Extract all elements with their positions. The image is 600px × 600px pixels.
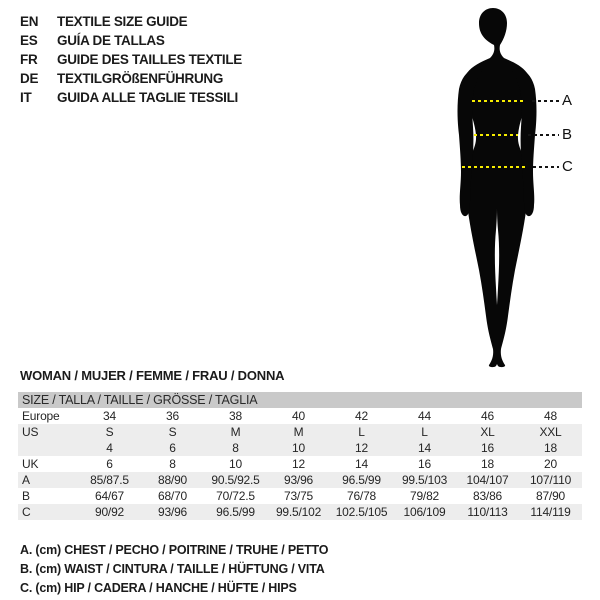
row-label: C	[22, 505, 31, 519]
legend-hip: C. (cm) HIP / CADERA / HANCHE / HÜFTE / HIPS	[20, 581, 297, 595]
measurement-legend	[20, 541, 328, 598]
section-title: WOMAN / MUJER / FEMME / FRAU / DONNA	[20, 368, 285, 383]
size-cell: 87/90	[535, 489, 566, 503]
size-cell: 64/67	[94, 489, 125, 503]
legend-chest: A. (cm) CHEST / PECHO / POITRINE / TRUHE / PETTO	[20, 543, 329, 557]
size-cell: 96.5/99	[216, 505, 255, 519]
language-row-es	[20, 31, 242, 50]
language-row-de	[20, 69, 242, 88]
size-cell: 83/86	[472, 489, 503, 503]
size-cell: 44	[418, 409, 431, 423]
size-cell: 6	[106, 457, 113, 471]
size-cell: 88/90	[157, 473, 188, 487]
table-row-us	[18, 424, 582, 440]
size-cell: 8	[232, 441, 239, 455]
size-cell: 76/78	[346, 489, 377, 503]
size-cell: 16	[418, 457, 431, 471]
body-shape	[464, 8, 530, 367]
size-cell: 34	[103, 409, 116, 423]
size-cell: M	[230, 425, 241, 439]
size-cell: 99.5/103	[401, 473, 448, 487]
language-title: GUIDA ALLE TAGLIE TESSILI	[57, 90, 238, 105]
size-cell: 104/107	[466, 473, 509, 487]
size-cell: 18	[481, 457, 494, 471]
language-code: DE	[20, 71, 39, 86]
size-cell: M	[293, 425, 304, 439]
size-cell: 40	[292, 409, 305, 423]
size-table	[18, 392, 582, 520]
language-title: GUIDE DES TAILLES TEXTILE	[57, 52, 243, 67]
size-cell: 6	[169, 441, 176, 455]
size-cell: 12	[355, 441, 368, 455]
language-code: EN	[20, 14, 39, 29]
waist-measure-line	[474, 134, 518, 136]
size-cell: 90/92	[94, 505, 125, 519]
table-row-us-numeric	[18, 440, 582, 456]
hip-leader-line	[533, 166, 559, 168]
size-cell: 38	[229, 409, 242, 423]
size-cell: 85/87.5	[90, 473, 129, 487]
size-cell: 114/119	[530, 505, 571, 519]
size-cell: L	[358, 425, 365, 439]
size-cell: S	[168, 425, 177, 439]
size-cell: 79/82	[409, 489, 440, 503]
size-cell: 102.5/105	[335, 505, 388, 519]
hip-measure-line	[462, 166, 527, 168]
size-cell: 36	[166, 409, 179, 423]
language-code: FR	[20, 52, 38, 67]
table-header-row	[18, 392, 582, 408]
language-row-fr	[20, 50, 242, 69]
size-cell: 93/96	[283, 473, 314, 487]
language-title: TEXTILE SIZE GUIDE	[57, 14, 188, 29]
size-cell: 14	[355, 457, 368, 471]
size-cell: 12	[292, 457, 305, 471]
size-cell: 107/110	[529, 473, 572, 487]
size-cell: 90.5/92.5	[211, 473, 260, 487]
size-cell: L	[421, 425, 428, 439]
table-header: SIZE / TALLA / TAILLE / GRÖSSE / TAGLIA	[18, 392, 582, 408]
marker-a-label: A	[562, 92, 573, 109]
size-cell: 46	[481, 409, 494, 423]
size-cell: 4	[106, 441, 113, 455]
language-code: IT	[20, 90, 32, 105]
row-label: B	[22, 489, 30, 503]
size-cell: 106/109	[403, 505, 446, 519]
size-cell: XXL	[539, 425, 562, 439]
table-row-hip	[18, 504, 582, 520]
size-cell: S	[105, 425, 114, 439]
chest-measure-line	[472, 100, 523, 102]
table-row-uk	[18, 456, 582, 472]
size-cell: 8	[169, 457, 176, 471]
size-cell: 73/75	[283, 489, 314, 503]
size-cell: 68/70	[157, 489, 188, 503]
table-row-europe	[18, 408, 582, 424]
woman-silhouette-svg	[452, 6, 544, 368]
legend-waist: B. (cm) WAIST / CINTURA / TAILLE / HÜFTUNG / VITA	[20, 562, 325, 576]
size-cell: 14	[418, 441, 431, 455]
table-row-waist	[18, 488, 582, 504]
woman-silhouette	[452, 6, 544, 368]
language-title: GUÍA DE TALLAS	[57, 33, 165, 48]
size-cell: 96.5/99	[342, 473, 381, 487]
size-cell: 42	[355, 409, 368, 423]
marker-b-label: B	[562, 126, 573, 143]
size-cell: 10	[229, 457, 242, 471]
language-list	[20, 12, 242, 107]
size-cell: 99.5/102	[275, 505, 322, 519]
row-label	[18, 440, 78, 456]
row-label: Europe	[22, 409, 60, 423]
language-code: ES	[20, 33, 38, 48]
language-row-en	[20, 12, 242, 31]
table-row-chest	[18, 472, 582, 488]
size-cell: 70/72.5	[216, 489, 255, 503]
size-cell: 18	[544, 441, 557, 455]
row-label: A	[22, 473, 30, 487]
language-title: TEXTILGRÖßENFÜHRUNG	[57, 71, 224, 86]
size-cell: 16	[481, 441, 494, 455]
row-label: US	[22, 425, 39, 439]
row-label: UK	[22, 457, 39, 471]
size-cell: 10	[292, 441, 305, 455]
size-cell: 20	[544, 457, 557, 471]
language-row-it	[20, 88, 242, 107]
size-cell: 48	[544, 409, 557, 423]
chest-leader-line	[532, 100, 559, 102]
waist-leader-line	[528, 134, 559, 136]
size-cell: XL	[480, 425, 495, 439]
size-cell: 93/96	[157, 505, 188, 519]
marker-c-label: C	[562, 158, 573, 175]
size-cell: 110/113	[467, 505, 508, 519]
